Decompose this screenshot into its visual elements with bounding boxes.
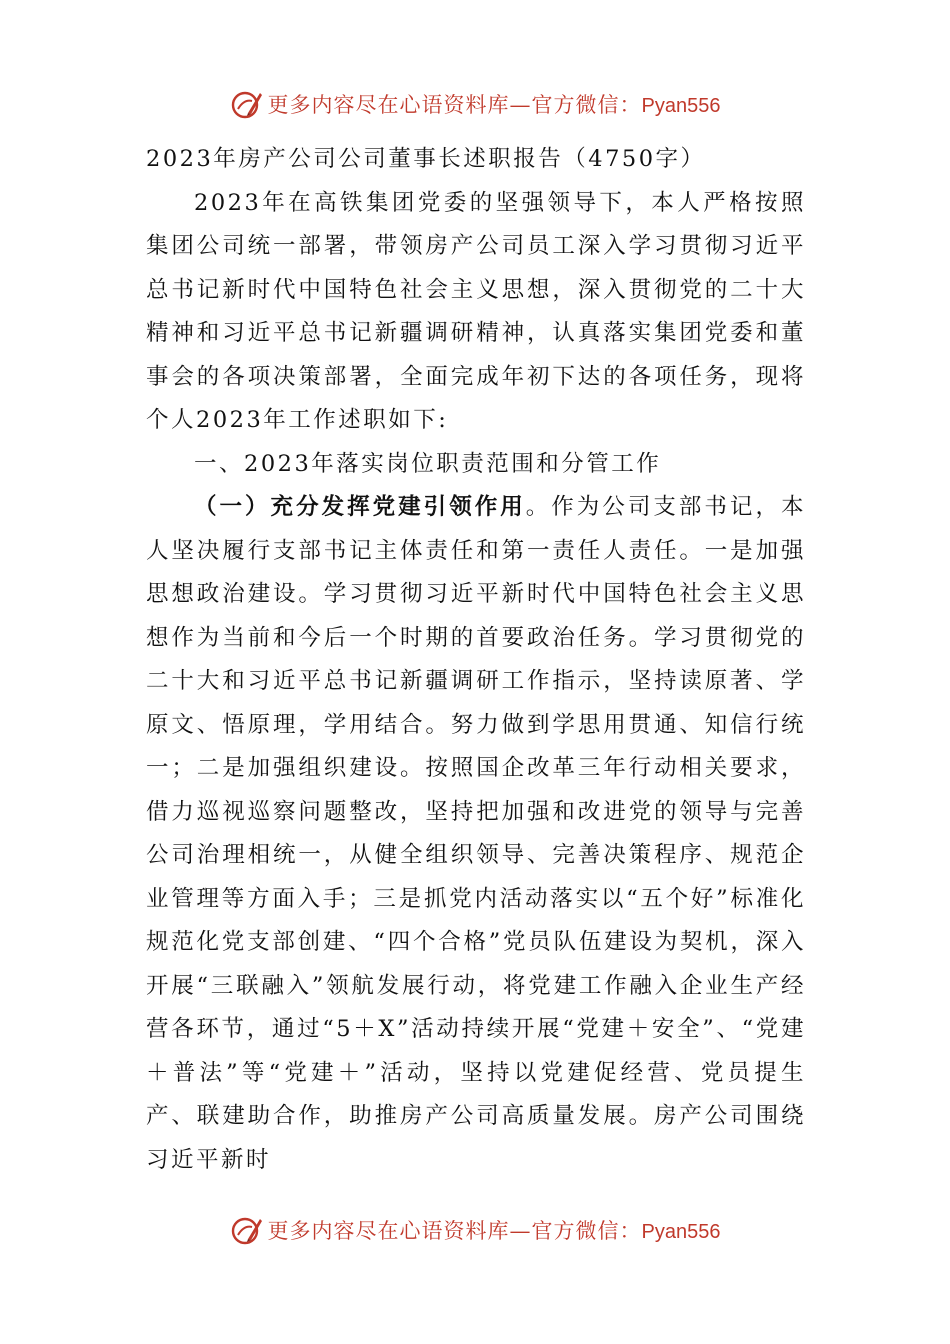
pen-logo-icon xyxy=(230,1213,264,1247)
subsection-heading: （一）充分发挥党建引领作用 xyxy=(194,494,526,520)
watermark-handle: Pyan556 xyxy=(641,1221,721,1243)
pen-logo-icon xyxy=(230,87,264,121)
subsection-paragraph xyxy=(146,486,806,1182)
watermark-banner-bottom xyxy=(0,1210,950,1250)
section-heading: 一、2023年落实岗位职责范围和分管工作 xyxy=(194,450,662,477)
intro-paragraph: 2023年在高铁集团党委的坚强领导下，本人严格按照集团公司统一部署，带领房产公司员工深入学习贯彻习近平总书记新时代中国特色社会主义思想，深入贯彻党的二十大精神和习近平总书记新疆调研精神，认真落实集团党委和董事会的各项决策部署，全面完成年初下达的各项任务，现将个人2023年工作述职如下: xyxy=(146,189,806,433)
watermark-text: 更多内容尽在心语资料库—官方微信： xyxy=(267,93,642,117)
watermark-handle: Pyan556 xyxy=(641,95,721,117)
document-title: 2023年房产公司公司董事长述职报告（4750字） xyxy=(146,146,706,172)
watermark-text: 更多内容尽在心语资料库—官方微信： xyxy=(267,1219,642,1243)
watermark-banner-top xyxy=(0,84,950,124)
document-body xyxy=(146,138,806,1182)
subsection-body: 。作为公司支部书记，本人坚决履行支部书记主体责任和第一责任人责任。一是加强思想政治建设。学习贯彻习近平新时代中国特色社会主义思想作为当前和今后一个时期的首要政治任务。学习贯彻党的二十大和习近平总书记新疆调研工作指示，坚持读原著、学原文、悟原理，学用结合。努力做到学思用贯通、知信行统一；二是加强组织建设。按照国企改革三年行动相关要求，借力巡视巡察问题整改，坚持把加强和改进党的领导与完善公司治理相统一，从健全组织领导、完善决策程序、规范企业管理等方面入手；三是抓党内活动落实以“五个好”标准化规范化党支部创建、“四个合格”党员队伍建设为契机，深入开展“三联融入”领航发展行动，将党建工作融入企业生产经营各环节，通过“5＋X”活动持续开展“党建＋安全”、“党建＋普法”等“党建＋”活动，坚持以党建促经营、党员提生产、联建助合作，助推房产公司高质量发展。房产公司围绕习近平新时 xyxy=(146,494,806,1173)
